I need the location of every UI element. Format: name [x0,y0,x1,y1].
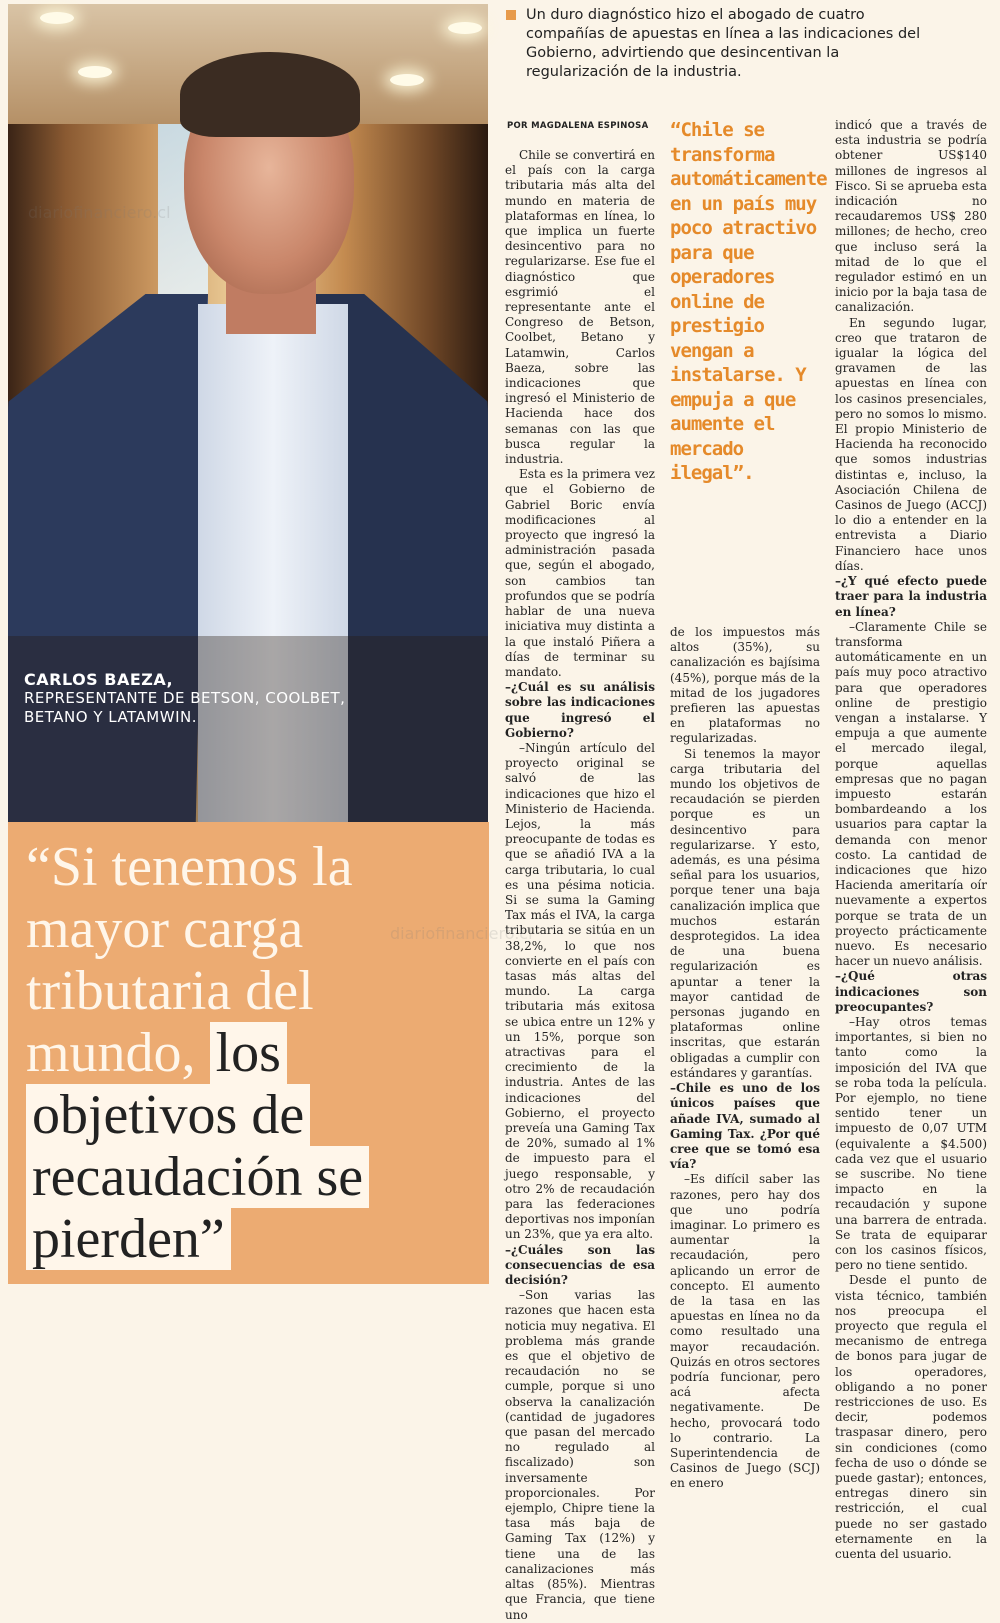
caption-role-line: BETANO Y LATAMWIN. [24,708,197,726]
bullet-square-icon [506,10,516,20]
article-column-3 [835,118,987,1562]
article-paragraph: –Ningún artículo del proyecto original se salvó de las indicaciones que hizo el Ministerio de Hacienda. Lejos, la más preocupante de todas es que se añadió IVA a la carga tributaria, lo cual es una pésima noticia. Si se suma la Gaming Tax más el IVA, la carga tributaria se sitúa en un 38,2%, lo que nos convierte en el país con tasas más altas del mundo. La carga tributaria más exitosa se ubica entre un 12% y un 15%, porque son atractivas para el crecimiento de la industria. Antes de las indicaciones del Gobierno, el proyecto preveía una Gaming Tax de 20%, sumado al 1% de impuesto para el juego responsable, y otro 2% de recaudación para las federaciones deportivas nos imponían un 23%, que ya era alto. [505,740,655,1242]
article-paragraph: –Claramente Chile se transforma automáticamente en un país muy poco atractivo para que operadores online de prestigio vengan a instalarse. Y empuja a que aumente el mercado ilegal, porque aquellas empresas que no pagan impuesto estarán bombardeando a los usuarios para captar la demanda con menor costo. La cantidad de indicaciones que hizo Hacienda ameritaría oír nuevamente a expertos porque se trata de un proyecto prácticamente nuevo. Es necesario hacer un nuevo análisis. [835,619,987,969]
caption-shade [8,636,488,822]
big-quote-text: “Si tenemos la mayor carga tributaria del mundo, [26,836,353,1084]
article-paragraph: –Es difícil saber las razones, pero hay dos que uno podría imaginar. Lo primero es aumentar la recaudación, pero aplicando un error de concepto. El aumento de la tasa en las apuestas en línea no da como resultado una mayor recaudación. Quizás en otros sectores podría funcionar, pero acá afecta negativamente. De hecho, provocará todo lo contrario. La Superintendencia de Casinos de Juego (SCJ) en enero [670,1172,820,1491]
big-quote [26,836,486,1270]
pull-quote: “Chile se transforma automáticamente en un país muy poco atractivo para que operadores online de prestigio vengan a instalarse. Y empuja a que aumente el mercado ilegal”. [670,119,827,484]
ceiling-lamp [390,74,424,86]
article-paragraph: –Son varias las razones que hacen esta noticia muy negativa. El problema más grande es que el objetivo de recaudación no se cumple, porque si uno observa la canalización (cantidad de jugadores que pasan del mercado no regulado al fiscalizado) son inversamente proporcionales. Por ejemplo, Chipre tiene la tasa más baja de Gaming Tax (12%) y tiene una de las canalizaciones más altas (85%). Mientras que Francia, que tiene uno [505,1288,655,1622]
interview-question: –¿Cuáles son las consecuencias de esa decisión? [505,1242,655,1288]
interview-question: –¿Cuál es su análisis sobre las indicaciones que ingresó el Gobierno? [505,680,655,740]
interview-question: –Chile es uno de los únicos países que añade IVA, sumado al Gaming Tax. ¿Por qué cree que se tomó esa vía? [670,1081,820,1172]
watermark: diariofinanciero.cl [390,924,533,943]
article-column-2 [670,625,820,1492]
big-quote-highlight: los objetivos de recaudación se pierden” [26,1022,369,1270]
article-paragraph: En segundo lugar, creo que trataron de igualar la lógica del gravamen de las apuestas en línea con los casinos presenciales, pero no somos lo mismo. El propio Ministerio de Hacienda ha reconocido que somos industrias distintas e, incluso, la Asociación Chilena de Casinos de Juego (ACCJ) lo dio a entender en la entrevista a Diario Financiero hace unos días. [835,315,987,573]
article-column-1 [505,148,655,1623]
interview-question: –¿Y qué efecto puede traer para la industria en línea? [835,574,987,619]
caption-role-line: REPRESENTANTE DE BETSON, COOLBET, [24,689,346,707]
hair [180,52,360,137]
article-paragraph: indicó que a través de esta industria se podría obtener US$140 millones de ingresos al Fisco. Si se aprueba esta indicación no recaudaremos US$ 280 millones; de hecho, creo que incluso será la mitad de lo que el regulador estimó en un inicio por la baja tasa de canalización. [835,118,987,315]
article-paragraph: de los impuestos más altos (35%), su canalización es bajísima (45%), porque más de la mitad de los jugadores prefieren las apuestas en plataformas no regularizadas. [670,625,820,746]
article-paragraph: –Hay otros temas importantes, si bien no tanto como la imposición del IVA que se roba toda la película. Por ejemplo, no tiene sentido tener un impuesto de 0,07 UTM (equivalente a $4.500) cada vez que el usuario se suscribe. No tiene impacto en la recaudación y supone una barrera de entrada. Se trata de equiparar con los casinos físicos, pero no tiene sentido. [835,1014,987,1273]
caption-name: CARLOS BAEZA, [24,670,174,689]
interview-question: –¿Qué otras indicaciones son preocupantes? [835,969,987,1014]
lead-text: Un duro diagnóstico hizo el abogado de cuatro compañías de apuestas en línea a las indicaciones del Gobierno, advirtiendo que desincentivan la regularización de la industria. [526,7,921,80]
lead-paragraph [506,6,926,82]
watermark: diariofinanciero.cl [28,203,171,222]
article-paragraph: Chile se convertirá en el país con la carga tributaria más alta del mundo en materia de plataformas en línea, lo que implica un fuerte desincentivo para no regularizarse. Ese fue el diagnóstico que esgrimió el representante ante el Congreso de Betson, Coolbet, Betano y Latamwin, Carlos Baeza, sobre las indicaciones que ingresó el Ministerio de Hacienda hace dos semanas con las que busca regular la industria. [505,148,655,467]
ceiling-lamp [40,12,74,24]
article-paragraph: Esta es la primera vez que el Gobierno de Gabriel Boric envía modificaciones al proyecto que ingresó la administración pasada que, según el abogado, son cambios tan profundos que se podría hablar de una nueva iniciativa muy distinta a la que instaló Piñera a días de terminar su mandato. [505,467,655,679]
photo-caption [24,670,464,727]
article-paragraph: Si tenemos la mayor carga tributaria del mundo los objetivos de recaudación se pierden porque es un desincentivo para regularizarse. Y esto, además, es una pésima señal para los usuarios, porque tener una baja canalización implica que muchos estarán desprotegidos. La idea de una buena regularización es apuntar a tener la mayor cantidad de personas jugando en plataformas online inscritas, que estarán obligadas a cumplir con estándares y garantías. [670,746,821,1080]
article-paragraph: Desde el punto de vista técnico, también nos preocupa el proyecto que regula el mecanismo de entrega de bonos para jugar de los operadores, obligando a no poner restricciones de uso. Es decir, podemos traspasar dinero, pero sin condiciones (como fecha de uso o dónde se puede gastar); entonces, entregas dinero sin restricción, el cual puede no ser gastado eternamente en la cuenta del usuario. [835,1273,987,1562]
ceiling-lamp [448,22,482,34]
ceiling-lamp [78,66,112,78]
byline: POR MAGDALENA ESPINOSA [507,121,649,131]
